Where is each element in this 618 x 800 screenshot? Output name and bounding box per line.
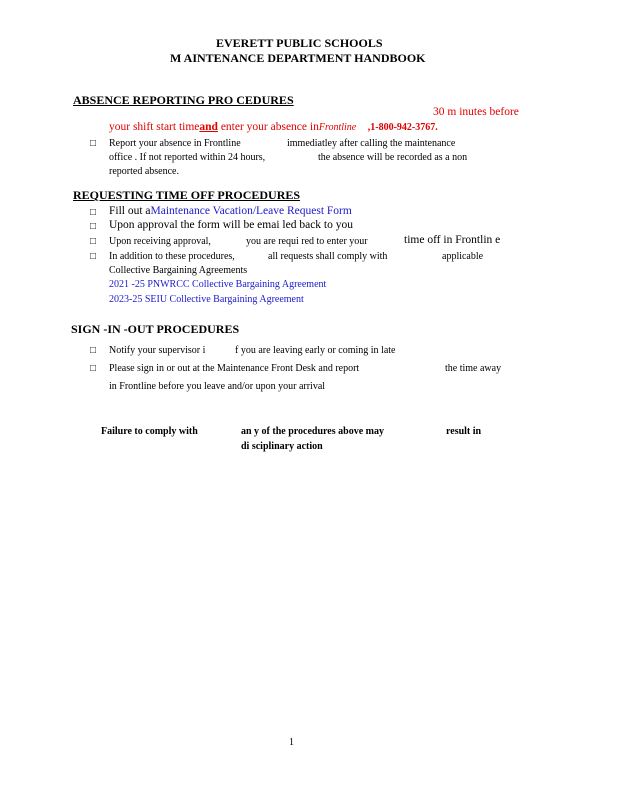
time-off-bullet-4c: applicable (442, 251, 484, 262)
absence-heading: ABSENCE REPORTING PRO CEDURES (73, 93, 294, 107)
bullet-icon: □ (90, 236, 97, 247)
absence-bullet-line-2a: office . If not reported within 24 hours, (109, 152, 266, 163)
bullet-icon: □ (90, 251, 97, 262)
bullet-icon: □ (90, 138, 97, 149)
absence-bullet-line-1b: immediatley after calling the maintenance (287, 138, 456, 149)
time-off-heading: REQUESTING TIME OFF PROCEDURES (73, 188, 301, 202)
time-off-bullet-3a: Upon receiving approval, (109, 236, 211, 247)
bullet-icon: □ (90, 345, 97, 356)
sign-bullet-2-line-2: in Frontline before you leave and/or upon your arrival (109, 381, 326, 392)
failure-note-1: Failure to comply with (101, 426, 198, 437)
failure-note-2: an y of the procedures above may (241, 426, 384, 437)
pnwrcc-agreement-link[interactable]: 2021 -25 PNWRCC Collective Bargaining Agreement (109, 279, 327, 290)
absence-bullet-line-3: reported absence. (109, 166, 179, 177)
failure-note-3: result in (446, 426, 482, 437)
time-off-bullet-3c: time off in Frontlin e (404, 234, 501, 246)
time-off-bullet-4-line-2: Collective Bargaining Agreements (109, 265, 248, 276)
bullet-icon: □ (90, 363, 97, 374)
absence-bullet-line-1a: Report your absence in Frontline (109, 138, 241, 149)
header-line-2: M AINTENANCE DEPARTMENT HANDBOOK (170, 51, 426, 65)
sign-bullet-1a: Notify your supervisor i (109, 345, 206, 356)
page-number: 1 (289, 737, 294, 748)
sign-bullet-1b: f you are leaving early or coming in late (235, 345, 396, 356)
time-off-bullet-1: Fill out aMaintenance Vacation/Leave Request Form (109, 205, 352, 217)
absence-bullet-line-2b: the absence will be recorded as a non (318, 152, 468, 163)
sign-bullet-2b: the time away (445, 363, 502, 374)
seiu-agreement-link[interactable]: 2023-25 SEIU Collective Bargaining Agreement (109, 294, 304, 305)
time-off-bullet-2: Upon approval the form will be emai led back to you (109, 219, 353, 231)
header-line-1: EVERETT PUBLIC SCHOOLS (216, 36, 383, 50)
absence-red-text-2: your shift start timeand enter your absence inFrontline ,1-800-942-3767. (109, 121, 438, 133)
sign-bullet-2a: Please sign in or out at the Maintenance Front Desk and report (109, 363, 360, 374)
failure-note-4: di sciplinary action (241, 441, 323, 452)
bullet-icon: □ (90, 221, 97, 232)
time-off-bullet-3b: you are requi red to enter your (246, 236, 368, 247)
sign-in-out-heading: SIGN -IN -OUT PROCEDURES (71, 322, 240, 336)
absence-red-text-1: 30 m inutes before (433, 106, 519, 118)
time-off-bullet-4b: all requests shall comply with (268, 251, 388, 262)
time-off-bullet-4a: In addition to these procedures, (109, 251, 235, 262)
vacation-leave-form-link[interactable]: Maintenance Vacation/Leave Request Form (150, 205, 352, 217)
bullet-icon: □ (90, 207, 97, 218)
